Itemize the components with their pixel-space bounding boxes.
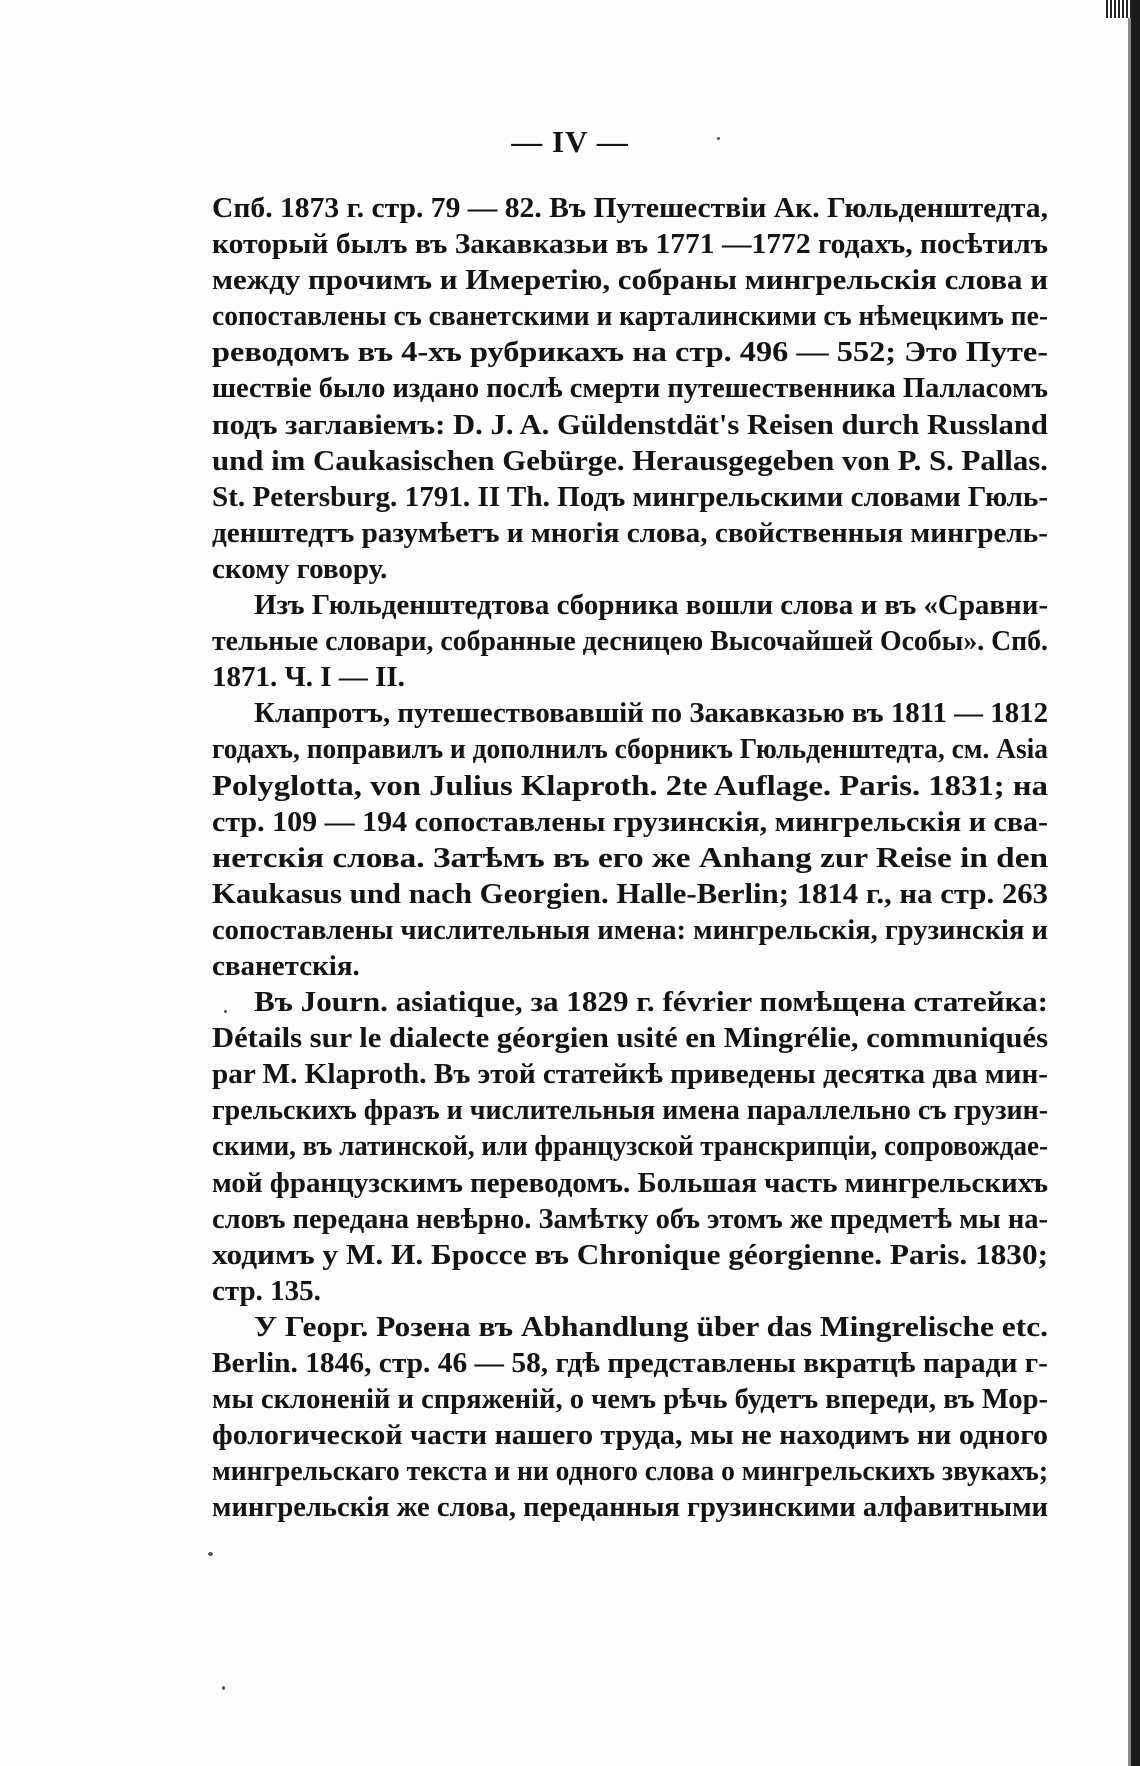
paragraph-4-line	[212, 1201, 1048, 1237]
text-line: сванетскія.	[212, 949, 360, 982]
paragraph-4-line	[212, 1128, 1048, 1164]
text-line: Polyglotta, von Julius Klaproth. 2te Auflage. Paris. 1831; на	[212, 769, 1048, 802]
scan-edge-border	[1131, 0, 1140, 1766]
paragraph-1-line	[212, 479, 1048, 515]
paragraph-1-line	[212, 298, 1048, 334]
text-line: Détails sur le dialecte géorgien usité en Mingrélie, communiqués	[212, 1022, 1049, 1055]
paragraph-4-line	[212, 1056, 1048, 1092]
paragraph-1-line	[212, 190, 1048, 226]
page-number: — IV —	[511, 124, 629, 159]
scan-corner-noise	[1106, 0, 1132, 18]
text-line: денштедтъ разумѣетъ и многія слова, свойственныя мингрель-	[212, 516, 1048, 549]
paragraph-5-line	[212, 1489, 1048, 1525]
scan-speck	[208, 1552, 213, 1556]
paragraph-4-line	[212, 984, 1048, 1020]
text-line: ходимъ у М. И. Броссе въ Chronique géorgienne. Paris. 1830;	[212, 1238, 1049, 1271]
text-line: который былъ въ Закавказьи въ 1771 —1772 годахъ, посѣтилъ	[212, 228, 1048, 261]
text-line: годахъ, поправилъ и дополнилъ сборникъ Гюльденштедта, см. Asia	[212, 733, 1049, 766]
paragraph-4-line	[212, 1273, 1048, 1309]
text-line: мингрельскаго текста и ни одного слова о мингрельскихъ звукахъ;	[212, 1455, 1048, 1488]
paragraph-1-line	[212, 262, 1048, 298]
paragraph-3-line	[212, 695, 1048, 731]
paragraph-1-line	[212, 370, 1048, 406]
paragraph-2-line	[212, 587, 1048, 623]
paragraph-5-line	[212, 1309, 1048, 1345]
paragraph-2-line	[212, 623, 1048, 659]
paragraph-3-line	[212, 804, 1048, 840]
paragraph-5-line	[212, 1417, 1048, 1453]
paragraph-3-line	[212, 912, 1048, 948]
text-line: мой французскимъ переводомъ. Большая часть мингрельскихъ	[212, 1166, 1049, 1199]
paragraph-3-line	[212, 876, 1048, 912]
text-line: Въ Journ. asiatique, за 1829 г. février помѣщена статейка:	[254, 986, 1049, 1019]
text-line: словъ передана невѣрно. Замѣтку объ этомъ же предметѣ мы на-	[212, 1202, 1049, 1235]
text-line: und im Caukasischen Gebürge. Herausgegeben von P. S. Pallas.	[212, 444, 1048, 477]
text-line: между прочимъ и Имеретію, собраны мингрельскія слова и	[212, 264, 1049, 297]
text-line: Изъ Гюльденштедтова сборника вошли слова и въ «Сравни-	[254, 589, 1049, 622]
paragraph-1-line	[212, 407, 1048, 443]
paragraph-3-line	[212, 768, 1048, 804]
text-line: par M. Klaproth. Въ этой статейкѣ приведены десятка два мин-	[212, 1058, 1049, 1091]
paragraph-2-line	[212, 659, 1048, 695]
text-line: Клапротъ, путешествовавшій по Закавказью въ 1811 — 1812	[254, 697, 1049, 730]
text-line: подъ заглавіемъ: D. J. A. Güldenstdät's Reisen durch Russland	[212, 408, 1048, 441]
paragraph-5-line	[212, 1453, 1048, 1489]
paragraph-3-line	[212, 731, 1048, 767]
text-line: 1871. Ч. I — II.	[212, 661, 405, 694]
scan-speck	[222, 1686, 225, 1690]
paragraph-5-line	[212, 1381, 1048, 1417]
text-line: реводомъ въ 4-хъ рубрикахъ на стр. 496 — 552; Это Путе-	[212, 336, 1049, 369]
paragraph-3-line	[212, 948, 1048, 984]
paragraph-4-line	[212, 1237, 1048, 1273]
paragraph-4-line	[212, 1020, 1048, 1056]
paragraph-4-line	[212, 1092, 1048, 1128]
text-line: тельные словари, собранные десницею Высочайшей Особы». Спб.	[212, 625, 1048, 658]
paragraph-5-line	[212, 1345, 1048, 1381]
text-line: стр. 109 — 194 сопоставлены грузинскія, мингрельскія и сва-	[212, 805, 1049, 838]
text-line: Kaukasus und nach Georgien. Halle-Berlin; 1814 г., на стр. 263	[212, 877, 1049, 910]
paragraph-1-line	[212, 551, 1048, 587]
paragraph-1-line	[212, 334, 1048, 370]
paragraph-4-line	[212, 1165, 1048, 1201]
text-line: У Георг. Розена въ Abhandlung über das Mingrelische etc.	[254, 1310, 1049, 1343]
text-line: нетскія слова. Затѣмъ въ его же Anhang zur Reise in den	[212, 841, 1049, 874]
text-line: шествіе было издано послѣ смерти путешественника Палласомъ	[212, 372, 1049, 405]
text-line: грельскихъ фразъ и числительныя имена параллельно съ грузин-	[212, 1094, 1049, 1127]
paragraph-1-line	[212, 226, 1048, 262]
paragraph-1-line	[212, 443, 1048, 479]
text-line: сопоставлены числительныя имена: мингрельскія, грузинскія и	[212, 913, 1048, 946]
text-line: скими, въ латинской, или французской транскрипціи, сопровождае-	[212, 1130, 1048, 1163]
paragraph-3-line	[212, 840, 1048, 876]
text-line: сопоставлены съ сванетскими и карталинскими съ нѣмецкимъ пе-	[212, 300, 1048, 333]
text-line: Berlin. 1846, стр. 46 — 58, гдѣ представлены вкратцѣ паради г-	[212, 1347, 1048, 1379]
document-body	[212, 190, 1048, 1525]
paragraph-1-line	[212, 515, 1048, 551]
text-line: Спб. 1873 г. стр. 79 — 82. Въ Путешествіи Ак. Гюльденштедта,	[212, 192, 1048, 224]
text-line: St. Petersburg. 1791. II Th. Подъ мингрельскими словами Гюль-	[212, 480, 1049, 513]
text-line: стр. 135.	[212, 1274, 321, 1307]
text-line: фологической части нашего труда, мы не находимъ ни одного	[212, 1419, 1049, 1452]
text-line: мы склоненій и спряженій, о чемъ рѣчь будетъ впереди, въ Мор-	[212, 1383, 1048, 1416]
text-line: мингрельскія же слова, переданныя грузинскими алфавитными	[212, 1491, 1049, 1524]
text-line: скому говору.	[212, 552, 388, 585]
